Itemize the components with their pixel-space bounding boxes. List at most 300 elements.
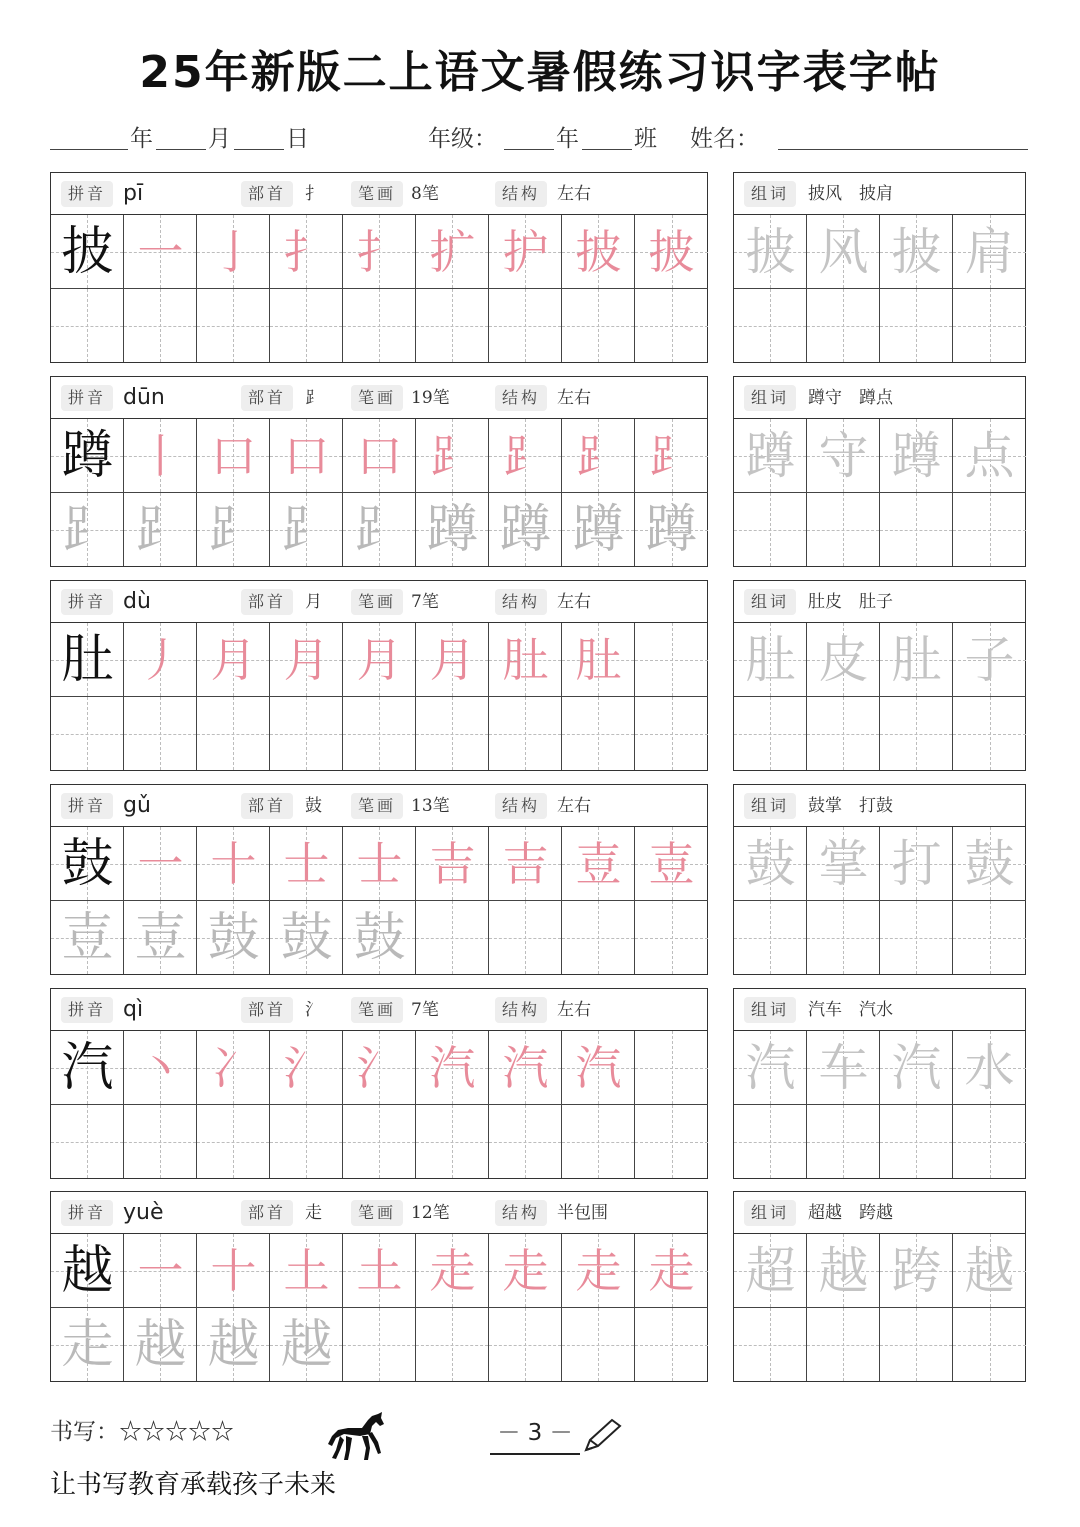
radical-tag: 部首 bbox=[241, 385, 293, 411]
word-cell[interactable] bbox=[734, 697, 807, 770]
practice-cell[interactable] bbox=[416, 1308, 489, 1381]
stroke-cell[interactable] bbox=[124, 419, 197, 492]
structure-tag: 结构 bbox=[495, 793, 547, 819]
word-cell[interactable] bbox=[953, 1031, 1026, 1104]
word-cell[interactable] bbox=[880, 697, 953, 770]
word-char: 皮 bbox=[818, 630, 869, 689]
trace-char: 蹲 bbox=[572, 499, 625, 560]
practice-row bbox=[51, 1104, 708, 1177]
word-cell[interactable] bbox=[880, 1308, 953, 1381]
word-cell[interactable] bbox=[880, 623, 953, 696]
practice-row bbox=[51, 288, 708, 361]
word-char: 肚 bbox=[745, 630, 796, 689]
practice-cell[interactable] bbox=[562, 1105, 635, 1178]
structure-value: 左右 bbox=[557, 796, 591, 816]
char-info-header bbox=[51, 581, 707, 623]
practice-cell[interactable] bbox=[489, 697, 562, 770]
word-panel bbox=[733, 580, 1026, 771]
strokes-value: 7笔 bbox=[411, 1000, 439, 1020]
practice-cell[interactable] bbox=[416, 697, 489, 770]
stroke-cell[interactable] bbox=[270, 419, 343, 492]
words-value: 肚皮 肚子 bbox=[808, 592, 893, 612]
practice-cell[interactable] bbox=[124, 901, 197, 974]
practice-cell[interactable] bbox=[51, 493, 124, 566]
practice-cell[interactable] bbox=[270, 493, 343, 566]
practice-cell[interactable] bbox=[124, 697, 197, 770]
stroke-cell[interactable] bbox=[343, 419, 416, 492]
word-cell[interactable] bbox=[880, 215, 953, 288]
pinyin-value: pī bbox=[123, 181, 144, 206]
stroke-step: 护 bbox=[502, 224, 549, 279]
trace-char: 越 bbox=[207, 1314, 260, 1375]
stroke-cell[interactable] bbox=[562, 1234, 635, 1307]
words-value: 鼓掌 打鼓 bbox=[808, 796, 893, 816]
pinyin-value: yuè bbox=[123, 1200, 164, 1225]
stroke-row bbox=[51, 827, 708, 900]
stroke-step: 冫 bbox=[210, 1040, 257, 1095]
practice-cell[interactable] bbox=[635, 289, 708, 362]
word-cell[interactable] bbox=[734, 1308, 807, 1381]
char-info-header bbox=[51, 173, 707, 215]
pinyin-value: qì bbox=[123, 997, 144, 1022]
practice-cell[interactable] bbox=[635, 901, 708, 974]
stroke-cell[interactable] bbox=[416, 215, 489, 288]
stroke-cell[interactable] bbox=[124, 827, 197, 900]
main-char-cell[interactable] bbox=[51, 1234, 124, 1307]
strokes-tag: 笔画 bbox=[351, 1200, 403, 1226]
word-char: 肚 bbox=[891, 630, 942, 689]
practice-cell[interactable] bbox=[270, 1105, 343, 1178]
practice-cell[interactable] bbox=[343, 1105, 416, 1178]
stroke-step: 一 bbox=[137, 1243, 184, 1298]
word-cell[interactable] bbox=[734, 623, 807, 696]
word-panel bbox=[733, 376, 1026, 567]
word-cell[interactable] bbox=[807, 901, 880, 974]
header-info bbox=[50, 120, 1030, 154]
stroke-step: ⻊ bbox=[502, 428, 549, 483]
practice-cell[interactable] bbox=[124, 1308, 197, 1381]
stroke-step: 士 bbox=[283, 836, 330, 891]
practice-cell[interactable] bbox=[562, 901, 635, 974]
word-practice-row bbox=[734, 1307, 1026, 1380]
slogan: 让书写教育承载孩子未来 bbox=[50, 1470, 337, 1500]
word-row bbox=[734, 827, 1026, 900]
practice-cell[interactable] bbox=[416, 493, 489, 566]
strokes-value: 7笔 bbox=[411, 592, 439, 612]
word-cell[interactable] bbox=[807, 215, 880, 288]
stroke-row bbox=[51, 215, 708, 288]
practice-cell[interactable] bbox=[124, 493, 197, 566]
stroke-cell[interactable] bbox=[343, 1031, 416, 1104]
main-char-cell[interactable] bbox=[51, 827, 124, 900]
practice-cell[interactable] bbox=[343, 289, 416, 362]
stroke-step: 月 bbox=[210, 632, 257, 687]
practice-row bbox=[51, 1307, 708, 1380]
practice-cell[interactable] bbox=[562, 493, 635, 566]
words-tag: 组词 bbox=[744, 997, 796, 1023]
word-cell[interactable] bbox=[880, 901, 953, 974]
month-label: 月 bbox=[208, 126, 231, 152]
grade-class-blank[interactable] bbox=[582, 120, 632, 150]
main-char-cell[interactable] bbox=[51, 623, 124, 696]
stroke-step: ⻊ bbox=[648, 428, 695, 483]
word-char: 掌 bbox=[818, 834, 869, 893]
stroke-step: 披 bbox=[575, 224, 622, 279]
structure-tag: 结构 bbox=[495, 181, 547, 207]
practice-cell[interactable] bbox=[51, 1105, 124, 1178]
stroke-step: 汽 bbox=[429, 1040, 476, 1095]
practice-cell[interactable] bbox=[270, 697, 343, 770]
practice-cell[interactable] bbox=[343, 493, 416, 566]
word-cell[interactable] bbox=[880, 1105, 953, 1178]
stroke-step: 扩 bbox=[429, 224, 476, 279]
stroke-step: 肚 bbox=[575, 632, 622, 687]
practice-cell[interactable] bbox=[51, 901, 124, 974]
trace-char: ⻊ bbox=[353, 499, 406, 560]
practice-cell[interactable] bbox=[635, 697, 708, 770]
stroke-step: 氵 bbox=[356, 1040, 403, 1095]
stroke-row bbox=[51, 1031, 708, 1104]
word-char: 水 bbox=[964, 1038, 1015, 1097]
practice-cell[interactable] bbox=[197, 697, 270, 770]
word-cell[interactable] bbox=[953, 289, 1026, 362]
main-char-cell[interactable] bbox=[51, 419, 124, 492]
structure-value: 左右 bbox=[557, 592, 591, 612]
practice-cell[interactable] bbox=[270, 1308, 343, 1381]
word-header bbox=[734, 1192, 1025, 1234]
practice-cell[interactable] bbox=[197, 1308, 270, 1381]
stroke-cell[interactable] bbox=[562, 419, 635, 492]
word-cell[interactable] bbox=[953, 493, 1026, 566]
radical-tag: 部首 bbox=[241, 997, 293, 1023]
practice-row bbox=[51, 900, 708, 973]
rating-label: 书写： bbox=[50, 1419, 119, 1445]
stroke-row bbox=[51, 623, 708, 696]
word-cell[interactable] bbox=[807, 289, 880, 362]
radical-value: 扌 bbox=[305, 184, 322, 204]
practice-cell[interactable] bbox=[416, 1105, 489, 1178]
word-cell[interactable] bbox=[734, 419, 807, 492]
strokes-value: 8笔 bbox=[411, 184, 439, 204]
structure-value: 左右 bbox=[557, 184, 591, 204]
word-char: 打 bbox=[891, 834, 942, 893]
word-cell[interactable] bbox=[880, 493, 953, 566]
stroke-cell[interactable] bbox=[124, 1234, 197, 1307]
word-cell[interactable] bbox=[807, 623, 880, 696]
stroke-row bbox=[51, 419, 708, 492]
trace-char: 蹲 bbox=[645, 499, 698, 560]
word-cell[interactable] bbox=[734, 1234, 807, 1307]
word-char: 跨 bbox=[891, 1241, 942, 1300]
practice-cell[interactable] bbox=[489, 901, 562, 974]
stroke-step: 十 bbox=[210, 836, 257, 891]
word-header bbox=[734, 581, 1025, 623]
word-cell[interactable] bbox=[734, 901, 807, 974]
strokes-value: 13笔 bbox=[411, 796, 450, 816]
practice-cell[interactable] bbox=[489, 1308, 562, 1381]
stroke-step: 汽 bbox=[502, 1040, 549, 1095]
word-char: 点 bbox=[964, 426, 1015, 485]
practice-cell[interactable] bbox=[124, 289, 197, 362]
stroke-cell[interactable] bbox=[635, 1234, 708, 1307]
practice-cell[interactable] bbox=[635, 1105, 708, 1178]
word-cell[interactable] bbox=[807, 493, 880, 566]
practice-cell[interactable] bbox=[562, 1308, 635, 1381]
stroke-step: 月 bbox=[429, 632, 476, 687]
stroke-cell[interactable] bbox=[343, 623, 416, 696]
stroke-cell[interactable] bbox=[489, 419, 562, 492]
word-char: 守 bbox=[818, 426, 869, 485]
stroke-step: 吉 bbox=[429, 836, 476, 891]
stroke-cell[interactable] bbox=[635, 215, 708, 288]
strokes-tag: 笔画 bbox=[351, 793, 403, 819]
strokes-value: 19笔 bbox=[411, 388, 450, 408]
practice-cell[interactable] bbox=[343, 1308, 416, 1381]
stroke-cell[interactable] bbox=[562, 1031, 635, 1104]
practice-cell[interactable] bbox=[489, 289, 562, 362]
word-panel bbox=[733, 784, 1026, 975]
word-cell[interactable] bbox=[880, 289, 953, 362]
word-cell[interactable] bbox=[807, 419, 880, 492]
practice-panel bbox=[50, 172, 708, 363]
practice-cell[interactable] bbox=[343, 697, 416, 770]
trace-char: 壴 bbox=[61, 907, 114, 968]
stroke-step: 氵 bbox=[283, 1040, 330, 1095]
word-char: 风 bbox=[818, 222, 869, 281]
practice-cell[interactable] bbox=[270, 289, 343, 362]
word-cell[interactable] bbox=[807, 1031, 880, 1104]
word-cell[interactable] bbox=[953, 215, 1026, 288]
word-char: 越 bbox=[818, 1241, 869, 1300]
word-cell[interactable] bbox=[953, 623, 1026, 696]
word-cell[interactable] bbox=[734, 215, 807, 288]
words-value: 超越 跨越 bbox=[808, 1203, 893, 1223]
stroke-cell[interactable] bbox=[489, 827, 562, 900]
stroke-cell[interactable] bbox=[635, 1031, 708, 1104]
stroke-cell[interactable] bbox=[562, 623, 635, 696]
word-cell[interactable] bbox=[880, 1234, 953, 1307]
stroke-step: 走 bbox=[648, 1243, 695, 1298]
words-tag: 组词 bbox=[744, 181, 796, 207]
practice-cell[interactable] bbox=[124, 1105, 197, 1178]
main-char: 汽 bbox=[61, 1037, 114, 1098]
horse-icon bbox=[326, 1410, 386, 1464]
name-blank[interactable] bbox=[778, 120, 1028, 150]
stroke-step: 一 bbox=[137, 836, 184, 891]
practice-panel bbox=[50, 988, 708, 1179]
word-cell[interactable] bbox=[807, 697, 880, 770]
stroke-cell[interactable] bbox=[489, 1031, 562, 1104]
word-cell[interactable] bbox=[807, 827, 880, 900]
radical-value: 月 bbox=[305, 592, 322, 612]
practice-cell[interactable] bbox=[51, 697, 124, 770]
rating-stars[interactable]: ☆☆☆☆☆ bbox=[119, 1419, 234, 1445]
practice-cell[interactable] bbox=[51, 1308, 124, 1381]
word-row bbox=[734, 623, 1026, 696]
practice-cell[interactable] bbox=[416, 289, 489, 362]
stroke-cell[interactable] bbox=[270, 623, 343, 696]
word-cell[interactable] bbox=[953, 1234, 1026, 1307]
word-cell[interactable] bbox=[734, 493, 807, 566]
stroke-step: 口 bbox=[210, 428, 257, 483]
word-cell[interactable] bbox=[734, 1031, 807, 1104]
stroke-cell[interactable] bbox=[416, 623, 489, 696]
stroke-cell[interactable] bbox=[416, 1234, 489, 1307]
day-label: 日 bbox=[286, 126, 309, 152]
trace-char: 鼓 bbox=[353, 907, 406, 968]
practice-cell[interactable] bbox=[635, 493, 708, 566]
practice-cell[interactable] bbox=[343, 901, 416, 974]
month-blank[interactable] bbox=[156, 120, 206, 150]
stroke-cell[interactable] bbox=[416, 419, 489, 492]
practice-cell[interactable] bbox=[562, 289, 635, 362]
stroke-cell[interactable] bbox=[635, 827, 708, 900]
stroke-cell[interactable] bbox=[197, 419, 270, 492]
word-char: 子 bbox=[964, 630, 1015, 689]
practice-cell[interactable] bbox=[51, 289, 124, 362]
stroke-cell[interactable] bbox=[635, 419, 708, 492]
structure-tag: 结构 bbox=[495, 1200, 547, 1226]
stroke-cell[interactable] bbox=[197, 215, 270, 288]
word-header bbox=[734, 989, 1025, 1031]
grade-year-blank[interactable] bbox=[504, 120, 554, 150]
year-blank[interactable] bbox=[50, 120, 128, 150]
word-cell[interactable] bbox=[807, 1234, 880, 1307]
grade-year-label: 年 bbox=[556, 126, 579, 152]
radical-tag: 部首 bbox=[241, 589, 293, 615]
stroke-cell[interactable] bbox=[270, 215, 343, 288]
practice-cell[interactable] bbox=[489, 1105, 562, 1178]
stroke-cell[interactable] bbox=[197, 827, 270, 900]
structure-tag: 结构 bbox=[495, 589, 547, 615]
words-value: 蹲守 蹲点 bbox=[808, 388, 893, 408]
year-label: 年 bbox=[130, 126, 153, 152]
word-row bbox=[734, 419, 1026, 492]
word-cell[interactable] bbox=[880, 1031, 953, 1104]
main-char-cell[interactable] bbox=[51, 1031, 124, 1104]
word-panel bbox=[733, 1191, 1026, 1382]
word-char: 汽 bbox=[891, 1038, 942, 1097]
stroke-step: 肚 bbox=[502, 632, 549, 687]
pinyin-tag: 拼音 bbox=[61, 385, 113, 411]
word-cell[interactable] bbox=[734, 827, 807, 900]
words-tag: 组词 bbox=[744, 793, 796, 819]
stroke-cell[interactable] bbox=[489, 215, 562, 288]
practice-cell[interactable] bbox=[197, 1105, 270, 1178]
pinyin-tag: 拼音 bbox=[61, 793, 113, 819]
radical-value: ⻊ bbox=[305, 388, 322, 408]
word-panel bbox=[733, 172, 1026, 363]
stroke-step: 丶 bbox=[137, 1040, 184, 1095]
radical-tag: 部首 bbox=[241, 793, 293, 819]
stroke-cell[interactable] bbox=[270, 827, 343, 900]
word-row bbox=[734, 1234, 1026, 1307]
stroke-cell[interactable] bbox=[489, 1234, 562, 1307]
word-cell[interactable] bbox=[953, 1105, 1026, 1178]
stroke-cell[interactable] bbox=[270, 1031, 343, 1104]
stroke-cell[interactable] bbox=[197, 1234, 270, 1307]
word-char: 车 bbox=[818, 1038, 869, 1097]
stroke-step: 口 bbox=[283, 428, 330, 483]
word-cell[interactable] bbox=[734, 289, 807, 362]
main-char-cell[interactable] bbox=[51, 215, 124, 288]
radical-value: 鼓 bbox=[305, 796, 322, 816]
word-char: 鼓 bbox=[964, 834, 1015, 893]
char-info-header bbox=[51, 377, 707, 419]
stroke-cell[interactable] bbox=[489, 623, 562, 696]
main-char: 肚 bbox=[61, 629, 114, 690]
word-cell[interactable] bbox=[953, 697, 1026, 770]
stroke-step: 走 bbox=[575, 1243, 622, 1298]
stroke-cell[interactable] bbox=[197, 623, 270, 696]
word-cell[interactable] bbox=[880, 419, 953, 492]
trace-char: 蹲 bbox=[426, 499, 479, 560]
word-cell[interactable] bbox=[807, 1105, 880, 1178]
stroke-cell[interactable] bbox=[124, 623, 197, 696]
word-practice-row bbox=[734, 900, 1026, 973]
grade-label: 年级： bbox=[428, 126, 497, 152]
practice-cell[interactable] bbox=[489, 493, 562, 566]
practice-cell[interactable] bbox=[416, 901, 489, 974]
word-cell[interactable] bbox=[734, 1105, 807, 1178]
word-char: 超 bbox=[745, 1241, 796, 1300]
pinyin-value: gǔ bbox=[123, 793, 151, 818]
stroke-cell[interactable] bbox=[343, 1234, 416, 1307]
strokes-value: 12笔 bbox=[411, 1203, 450, 1223]
word-cell[interactable] bbox=[880, 827, 953, 900]
word-panel bbox=[733, 988, 1026, 1179]
pen-icon bbox=[580, 1418, 622, 1454]
pinyin-value: dù bbox=[123, 589, 151, 614]
practice-cell[interactable] bbox=[197, 901, 270, 974]
word-cell[interactable] bbox=[953, 1308, 1026, 1381]
stroke-cell[interactable] bbox=[635, 623, 708, 696]
stroke-cell[interactable] bbox=[416, 1031, 489, 1104]
stroke-cell[interactable] bbox=[343, 215, 416, 288]
trace-char: 鼓 bbox=[280, 907, 333, 968]
stroke-cell[interactable] bbox=[124, 1031, 197, 1104]
stroke-cell[interactable] bbox=[124, 215, 197, 288]
practice-cell[interactable] bbox=[270, 901, 343, 974]
stroke-cell[interactable] bbox=[197, 1031, 270, 1104]
word-cell[interactable] bbox=[953, 827, 1026, 900]
practice-cell[interactable] bbox=[197, 493, 270, 566]
practice-cell[interactable] bbox=[635, 1308, 708, 1381]
stroke-cell[interactable] bbox=[562, 827, 635, 900]
stroke-cell[interactable] bbox=[416, 827, 489, 900]
stroke-cell[interactable] bbox=[270, 1234, 343, 1307]
practice-cell[interactable] bbox=[197, 289, 270, 362]
pinyin-tag: 拼音 bbox=[61, 181, 113, 207]
stroke-cell[interactable] bbox=[343, 827, 416, 900]
pinyin-tag: 拼音 bbox=[61, 997, 113, 1023]
stroke-step: 走 bbox=[429, 1243, 476, 1298]
stroke-cell[interactable] bbox=[562, 215, 635, 288]
practice-cell[interactable] bbox=[562, 697, 635, 770]
word-cell[interactable] bbox=[953, 419, 1026, 492]
stroke-step: 亅 bbox=[210, 224, 257, 279]
word-cell[interactable] bbox=[953, 901, 1026, 974]
trace-char: ⻊ bbox=[134, 499, 187, 560]
stroke-step: 月 bbox=[283, 632, 330, 687]
word-cell[interactable] bbox=[807, 1308, 880, 1381]
day-blank[interactable] bbox=[234, 120, 284, 150]
char-info-header bbox=[51, 785, 707, 827]
trace-char: ⻊ bbox=[280, 499, 333, 560]
main-char: 披 bbox=[61, 221, 114, 282]
radical-tag: 部首 bbox=[241, 1200, 293, 1226]
stroke-step: 壴 bbox=[575, 836, 622, 891]
